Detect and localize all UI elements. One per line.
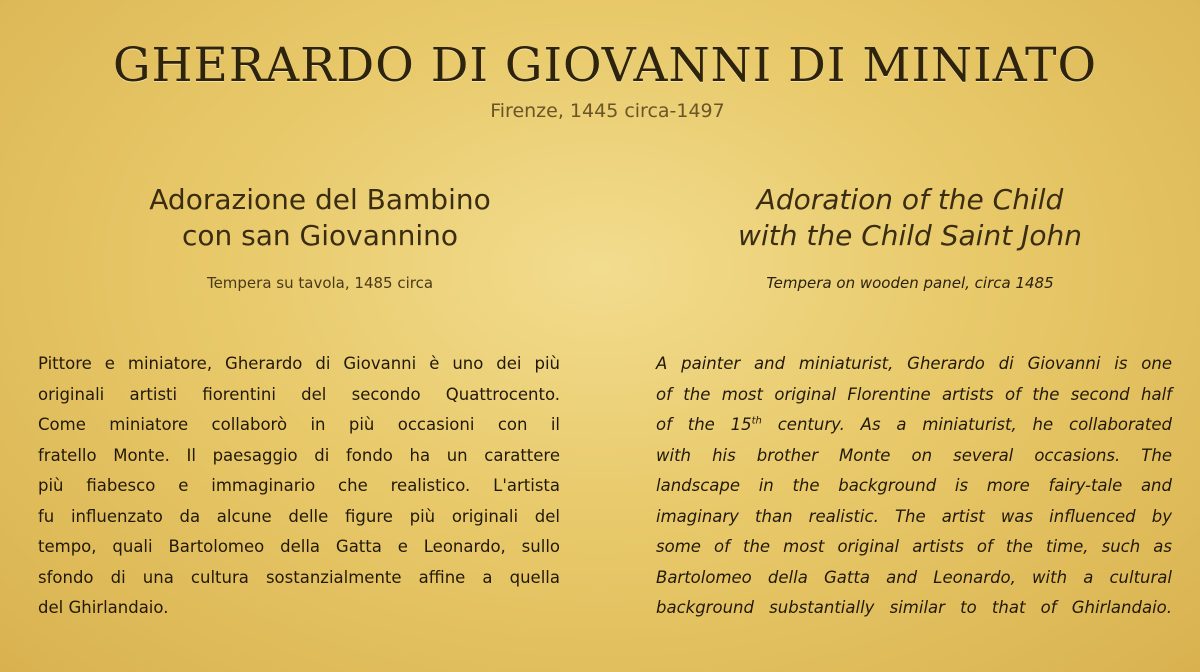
italian-description-line: Come miniatore collaborò in più occasioni con il xyxy=(38,415,560,434)
english-title-line-1: Adoration of the Child xyxy=(756,183,1064,216)
italian-description-line: del Ghirlandaio. xyxy=(38,598,169,617)
italian-description-line: più fiabesco e immaginario che realistico. L'artista xyxy=(38,476,560,495)
english-description-line: some of the most original artists of the time, such as xyxy=(656,537,1172,556)
italian-medium: Tempera su tavola, 1485 circa xyxy=(206,274,434,292)
ordinal-suffix: th xyxy=(751,415,762,427)
italian-title-line-2: con san Giovannino xyxy=(181,219,459,252)
italian-description-line: originali artisti fiorentini del secondo Quattrocento. xyxy=(38,384,560,404)
english-description-line: landscape in the background is more fairy-tale and xyxy=(656,476,1172,495)
italian-description xyxy=(38,349,560,624)
english-description xyxy=(656,349,1172,624)
english-line3-pre: of the 15 xyxy=(656,415,752,434)
italian-description-line: fratello Monte. Il paesaggio di fondo ha un carattere xyxy=(38,445,560,465)
english-description-line: with his brother Monte on several occasions. The xyxy=(656,445,1172,465)
italian-description-line: sfondo di una cultura sostanzialmente affine a quella xyxy=(38,567,560,587)
english-medium: Tempera on wooden panel, circa 1485 xyxy=(766,274,1054,292)
english-description-line: background substantially similar to that of Ghirlandaio. xyxy=(656,598,1172,617)
english-line3-post: century. As a miniaturist, he collaborated xyxy=(761,415,1172,434)
italian-description-line: tempo, quali Bartolomeo della Gatta e Leonardo, sullo xyxy=(38,537,560,556)
english-description-line: Bartolomeo della Gatta and Leonardo, with a cultural xyxy=(656,567,1172,587)
english-description-line: A painter and miniaturist, Gherardo di Giovanni is one xyxy=(656,354,1172,373)
italian-title-line-1: Adorazione del Bambino xyxy=(149,183,491,216)
artist-dates: Firenze, 1445 circa-1497 xyxy=(490,100,725,122)
english-title-line-2: with the Child Saint John xyxy=(738,219,1082,252)
english-artwork-title xyxy=(650,182,1170,254)
artist-name: GHERARDO DI GIOVANNI DI MINIATO xyxy=(113,38,1097,93)
english-description-line: imaginary than realistic. The artist was influenced by xyxy=(656,506,1172,526)
english-description-line: of the most original Florentine artists of the second half xyxy=(656,384,1172,404)
english-description-line xyxy=(656,410,1172,441)
italian-description-line: fu influenzato da alcune delle figure più originali del xyxy=(38,506,560,526)
italian-artwork-title xyxy=(60,182,580,254)
italian-description-line: Pittore e miniatore, Gherardo di Giovanni è uno dei più xyxy=(38,354,560,373)
